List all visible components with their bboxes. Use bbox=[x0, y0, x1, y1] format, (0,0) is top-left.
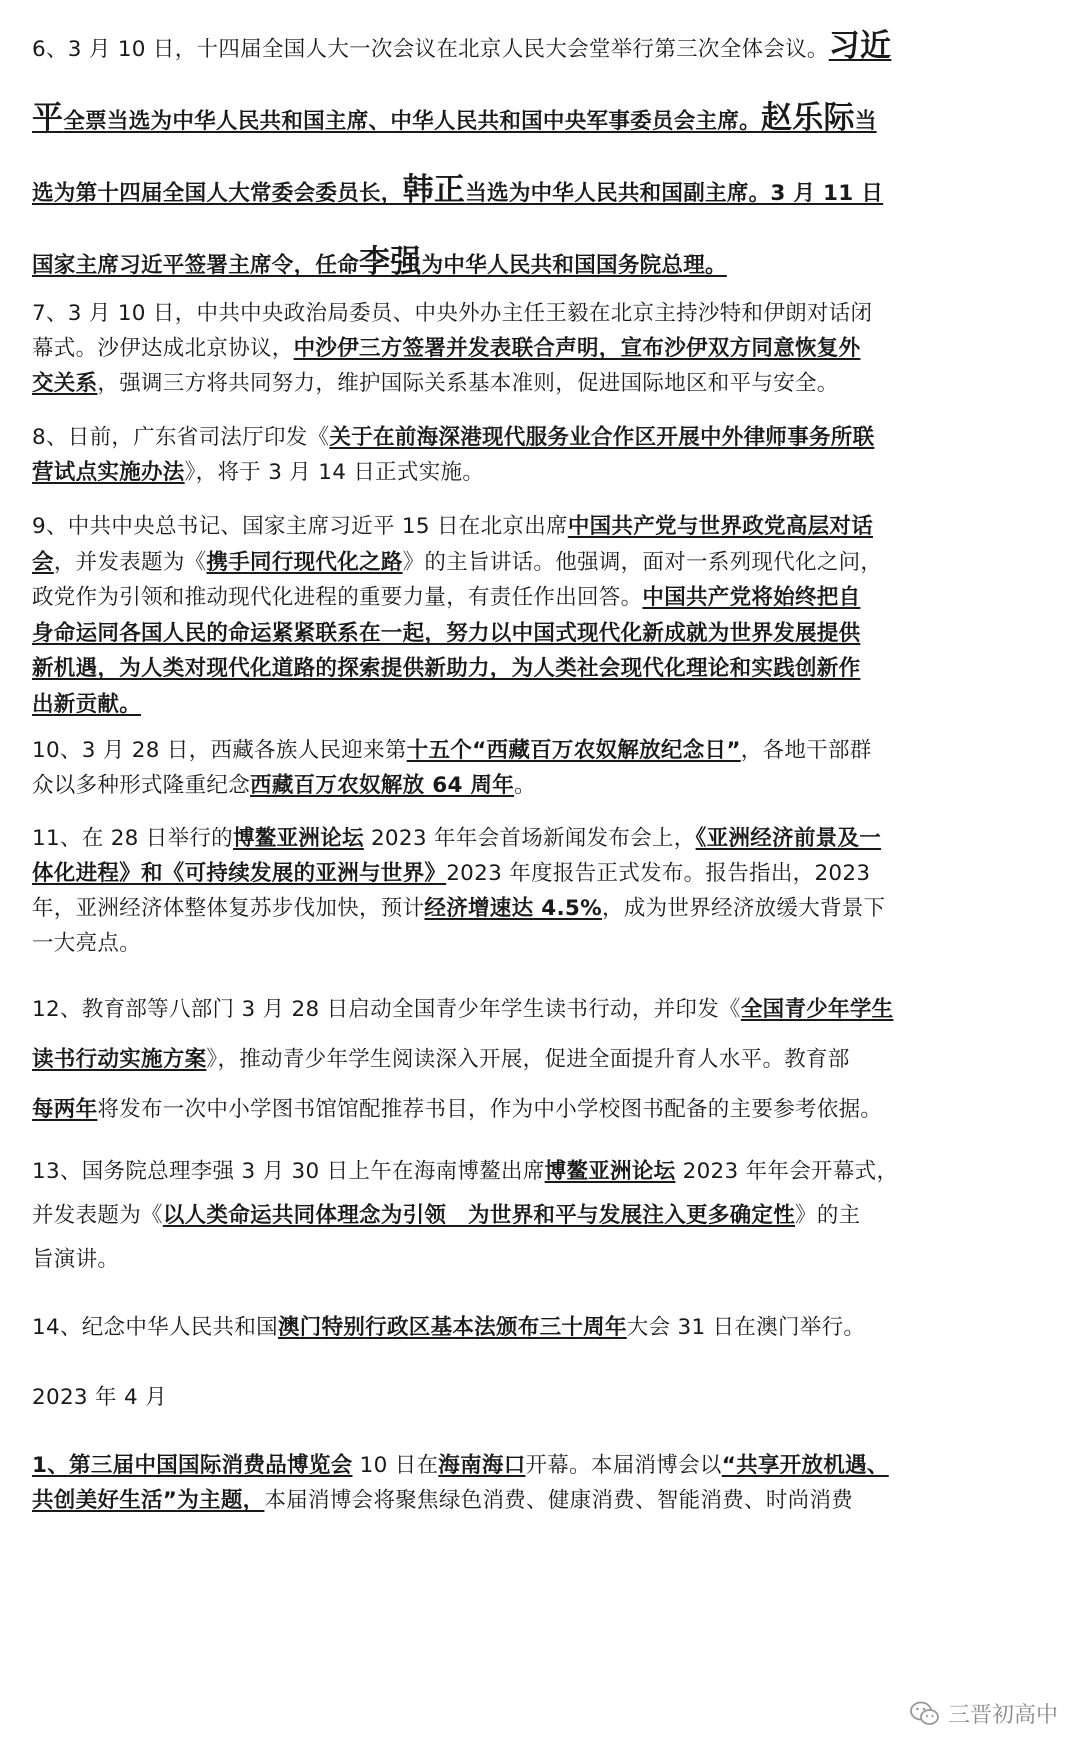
highlight-text: 当 bbox=[854, 109, 877, 134]
text: 》，将于 3 月 14 日正式实施。 bbox=[184, 460, 485, 485]
highlight-text: 关于在前海深港现代服务业合作区开展中外律师事务所联 bbox=[329, 425, 875, 450]
watermark bbox=[910, 1698, 1058, 1729]
highlight-text: 国家主席习近平签署主席令，任命 bbox=[32, 253, 360, 278]
text: ，成为世界经济放缓大背景下 bbox=[602, 896, 886, 921]
highlight-text: 中国共产党将始终把自 bbox=[642, 585, 861, 610]
highlight-text: 以人类命运共同体理念为引领 为世界和平与发展注入更多确定性 bbox=[162, 1203, 796, 1228]
highlight-text: 共创美好生活”为主题， bbox=[32, 1488, 265, 1513]
highlight-text: 十五个“西藏百万农奴解放纪念日” bbox=[406, 738, 741, 763]
text: 大会 31 日在澳门举行。 bbox=[626, 1315, 866, 1340]
highlight-text: 海南海口 bbox=[438, 1453, 526, 1478]
text: 》，推动青少年学生阅读深入开展，促进全面提升育人水平。教育部 bbox=[206, 1047, 850, 1072]
paragraph-14 bbox=[32, 1310, 1048, 1345]
text: ，各地干部群 bbox=[740, 738, 872, 763]
text: 14、纪念中华人民共和国 bbox=[32, 1315, 278, 1340]
paragraph-7 bbox=[32, 296, 1048, 401]
highlight-text: 《亚洲经济前景及一 bbox=[695, 826, 882, 851]
highlight-text: 交关系 bbox=[32, 371, 98, 396]
highlight-text: 每两年 bbox=[32, 1097, 98, 1122]
highlight-text: 1、第三届中国国际消费品博览会 bbox=[32, 1453, 353, 1478]
highlight-text: 全票当选为中华人民共和国主席、中华人民共和国中央军事委员会主席。 bbox=[63, 109, 761, 134]
text: 一大亮点。 bbox=[32, 931, 142, 956]
text: 2023 年度报告正式发布。报告指出，2023 bbox=[446, 861, 871, 886]
text: 本届消博会将聚焦绿色消费、健康消费、智能消费、时尚消费 bbox=[264, 1488, 854, 1513]
highlight-text: 营试点实施办法 bbox=[32, 460, 185, 485]
text: 旨演讲。 bbox=[32, 1247, 120, 1272]
paragraph-10 bbox=[32, 733, 1048, 803]
paragraph-13 bbox=[32, 1150, 1048, 1282]
month-label: 2023 年 4 月 bbox=[32, 1385, 167, 1410]
highlight-text: 体化进程》和《可持续发展的亚洲与世界》 bbox=[32, 861, 447, 886]
highlight-text: 携手同行现代化之路 bbox=[206, 549, 403, 575]
highlight-text: 当选为中华人民共和国副主席。3 月 11 日 bbox=[465, 181, 884, 206]
text: 10 日在 bbox=[352, 1453, 439, 1478]
highlight-name: 赵乐际 bbox=[760, 100, 855, 136]
highlight-name: 李强 bbox=[359, 244, 422, 280]
text: 将发布一次中小学图书馆馆配推荐书目，作为中小学校图书配备的主要参考依据。 bbox=[97, 1097, 883, 1122]
highlight-text: 为中华人民共和国国务院总理。 bbox=[421, 253, 727, 278]
highlight-text: 博鳌亚洲论坛 bbox=[233, 826, 364, 851]
highlight-text: 经济增速达 4.5% bbox=[424, 896, 603, 921]
text: 9、中共中央总书记、国家主席习近平 15 日在北京出席 bbox=[32, 514, 568, 539]
text: 6、3 月 10 日，十四届全国人大一次会议在北京人民大会堂举行第三次全体会议。 bbox=[32, 37, 829, 62]
text: 13、国务院总理李强 3 月 30 日上午在海南博鳌出席 bbox=[32, 1159, 545, 1184]
highlight-text: 澳门特别行政区基本法颁布三十周年 bbox=[277, 1315, 627, 1340]
highlight-name: 习近 bbox=[828, 28, 892, 64]
watermark-text: 三晋初高中 bbox=[947, 1703, 1058, 1728]
highlight-text: 选为第十四届全国人大常委会委员长， bbox=[32, 181, 403, 206]
highlight-text: 出新贡献。 bbox=[32, 691, 142, 717]
highlight-text: 会 bbox=[32, 549, 54, 575]
highlight-name: 平 bbox=[32, 100, 64, 136]
paragraph-9 bbox=[32, 509, 1048, 722]
highlight-text: “共享开放机遇、 bbox=[721, 1453, 889, 1478]
text: 幕式。沙伊达成北京协议， bbox=[32, 336, 294, 361]
text: 并发表题为《 bbox=[32, 1203, 163, 1228]
paragraph-11 bbox=[32, 821, 1048, 961]
text: 开幕。本届消博会以 bbox=[525, 1453, 722, 1478]
paragraph-8 bbox=[32, 420, 1048, 490]
text: 2023 年年会开幕式， bbox=[675, 1159, 899, 1184]
highlight-text: 全国青少年学生 bbox=[740, 997, 894, 1022]
text: 8、日前，广东省司法厅印发《 bbox=[32, 425, 330, 450]
paragraph-12 bbox=[32, 985, 1048, 1135]
highlight-text: 西藏百万农奴解放 64 周年 bbox=[250, 773, 515, 798]
highlight-text: 读书行动实施方案 bbox=[32, 1047, 207, 1072]
text: ，并发表题为《 bbox=[53, 549, 207, 575]
highlight-text: 博鳌亚洲论坛 bbox=[544, 1159, 676, 1184]
text: 》的主旨讲话。他强调，面对一系列现代化之问， bbox=[402, 549, 883, 575]
highlight-text: 新机遇，为人类对现代化道路的探索提供新助力，为人类社会现代化理论和实践创新作 bbox=[32, 656, 861, 681]
text: 12、教育部等八部门 3 月 28 日启动全国青少年学生读书行动，并印发《 bbox=[32, 997, 741, 1022]
wechat-icon bbox=[910, 1701, 940, 1727]
month-heading bbox=[32, 1380, 1048, 1415]
highlight-text: 中沙伊三方签署并发表联合声明，宣布沙伊双方同意恢复外 bbox=[293, 336, 861, 361]
paragraph-april-1 bbox=[32, 1448, 1048, 1518]
text: 年，亚洲经济体整体复苏步伐加快，预计 bbox=[32, 896, 425, 921]
text: 。 bbox=[514, 773, 536, 798]
highlight-text: 身命运同各国人民的命运紧紧联系在一起，努力以中国式现代化新成就为世界发展提供 bbox=[32, 620, 861, 646]
text: 众以多种形式隆重纪念 bbox=[32, 773, 251, 798]
text: ，强调三方将共同努力，维护国际关系基本准则，促进国际地区和平与安全。 bbox=[97, 371, 839, 396]
paragraph-6 bbox=[32, 12, 1048, 300]
text: 2023 年年会首场新闻发布会上， bbox=[363, 826, 696, 851]
text: 政党作为引领和推动现代化进程的重要力量，有责任作出回答。 bbox=[32, 585, 643, 610]
text: 11、在 28 日举行的 bbox=[32, 826, 233, 851]
text: 》的主 bbox=[795, 1203, 861, 1228]
highlight-text: 中国共产党与世界政党高层对话 bbox=[567, 514, 874, 539]
text: 7、3 月 10 日，中共中央政治局委员、中央外办主任王毅在北京主持沙特和伊朗对话闭 bbox=[32, 301, 873, 326]
highlight-name: 韩正 bbox=[402, 172, 466, 208]
text: 10、3 月 28 日，西藏各族人民迎来第 bbox=[32, 738, 407, 763]
